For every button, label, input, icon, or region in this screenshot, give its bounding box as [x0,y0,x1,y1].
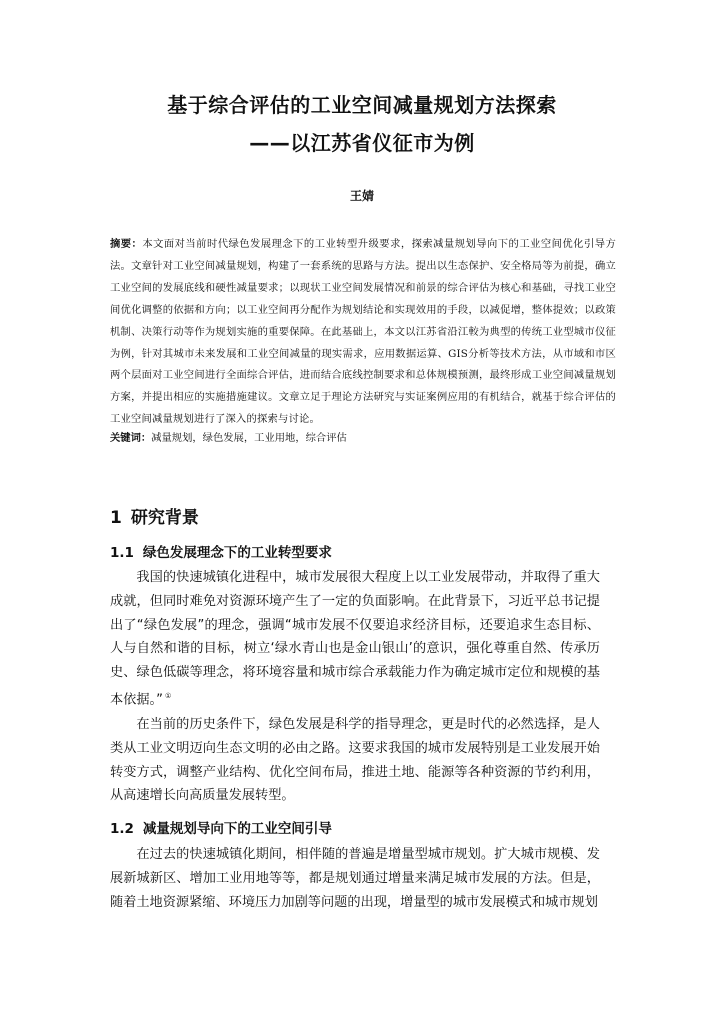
paragraph-text: 我国的快速城镇化进程中，城市发展很大程度上以工业发展带动，并取得了重大成就，但同时难免对资源环境产生了一定的负面影响。在此背景下，习近平总书记提出了“绿色发展”的理念，强调“城市发展不仅要追求经济目标，还要追求生态目标、人与自然和谐的目标，树立‘绿水青山也是金山银山’的意识，强化尊重自然、传承历史、绿色低碳等理念，将环境容量和城市综合承载能力作为确定城市定位和规模的基本依据。” [110,570,600,708]
author-name: 王婧 [349,189,374,203]
body-paragraph [110,566,600,712]
body-paragraph: 在当前的历史条件下，绿色发展是科学的指导理念，更是时代的必然选择，是人类从工业文明迈向生态文明的必由之路。这要求我国的城市发展特别是工业发展开始转变方式，调整产业结构、优化空间布局，推进土地、能源等各种资源的节约利用，从高速增长向高质量发展转型。 [110,717,600,804]
footnote-marker[interactable]: ① [164,691,172,700]
paper-title: 基于综合评估的工业空间减量规划方法探索 [167,93,557,117]
keywords [110,428,616,448]
abstract [110,234,616,431]
section-number: 1 [110,508,122,528]
body-paragraph: 在过去的快速城镇化期间，相伴随的普遍是增量型城市规划。扩大城市规模、发展新城新区、增加工业用地等等，都是规划通过增量来满足城市发展的方法。但是，随着土地资源紧缩、环境压力加剧等问题的出现，增量型的城市发展模式和城市规划 [110,847,600,910]
subsection-title: 绿色发展理念下的工业转型要求 [142,545,332,561]
subsection-number: 1.1 [110,545,134,561]
keywords-label: 关键词： [110,432,152,444]
section-heading-1 [110,503,199,528]
subsection-heading-1-2 [110,817,332,837]
paper-subtitle: ——以江苏省仪征市为例 [249,131,475,155]
keywords-text: 减量规划，绿色发展，工业用地，综合评估 [151,432,347,444]
subsection-number: 1.2 [110,821,134,837]
subsection-heading-1-1 [110,541,332,561]
abstract-label: 摘要： [110,238,143,250]
section-title: 研究背景 [130,508,199,528]
abstract-text: 本文面对当前时代绿色发展理念下的工业转型升级要求，探索减量规划导向下的工业空间优化引导方法。文章针对工业空间减量规划，构建了一套系统的思路与方法。提出以生态保护、安全格局等为前提，确立工业空间的发展底线和硬性减量要求；以现状工业空间发展情况和前景的综合评估为核心和基础，寻找工业空间优化调整的依据和方向；以工业空间再分配作为规划结论和实现效用的手段，以减促增，整体提效；以政策机制、决策行动等作为规划实施的重要保障。在此基础上，本文以江苏省沿江較为典型的传统工业型城市仪征为例，针对其城市未来发展和工业空间减量的现实需求，应用数据运算、GIS分析等技术方法，从市域和市区两个层面对工业空间进行全面综合评估，进而结合底线控制要求和总体规模预测，最终形成工业空间减量规划方案，并提出相应的实施措施建议。文章立足于理论方法研究与实证案例应用的有机结合，就基于综合评估的工业空间减量规划进行了深入的探索与讨论。 [110,238,616,426]
subsection-title: 减量规划导向下的工业空间引导 [142,821,332,837]
